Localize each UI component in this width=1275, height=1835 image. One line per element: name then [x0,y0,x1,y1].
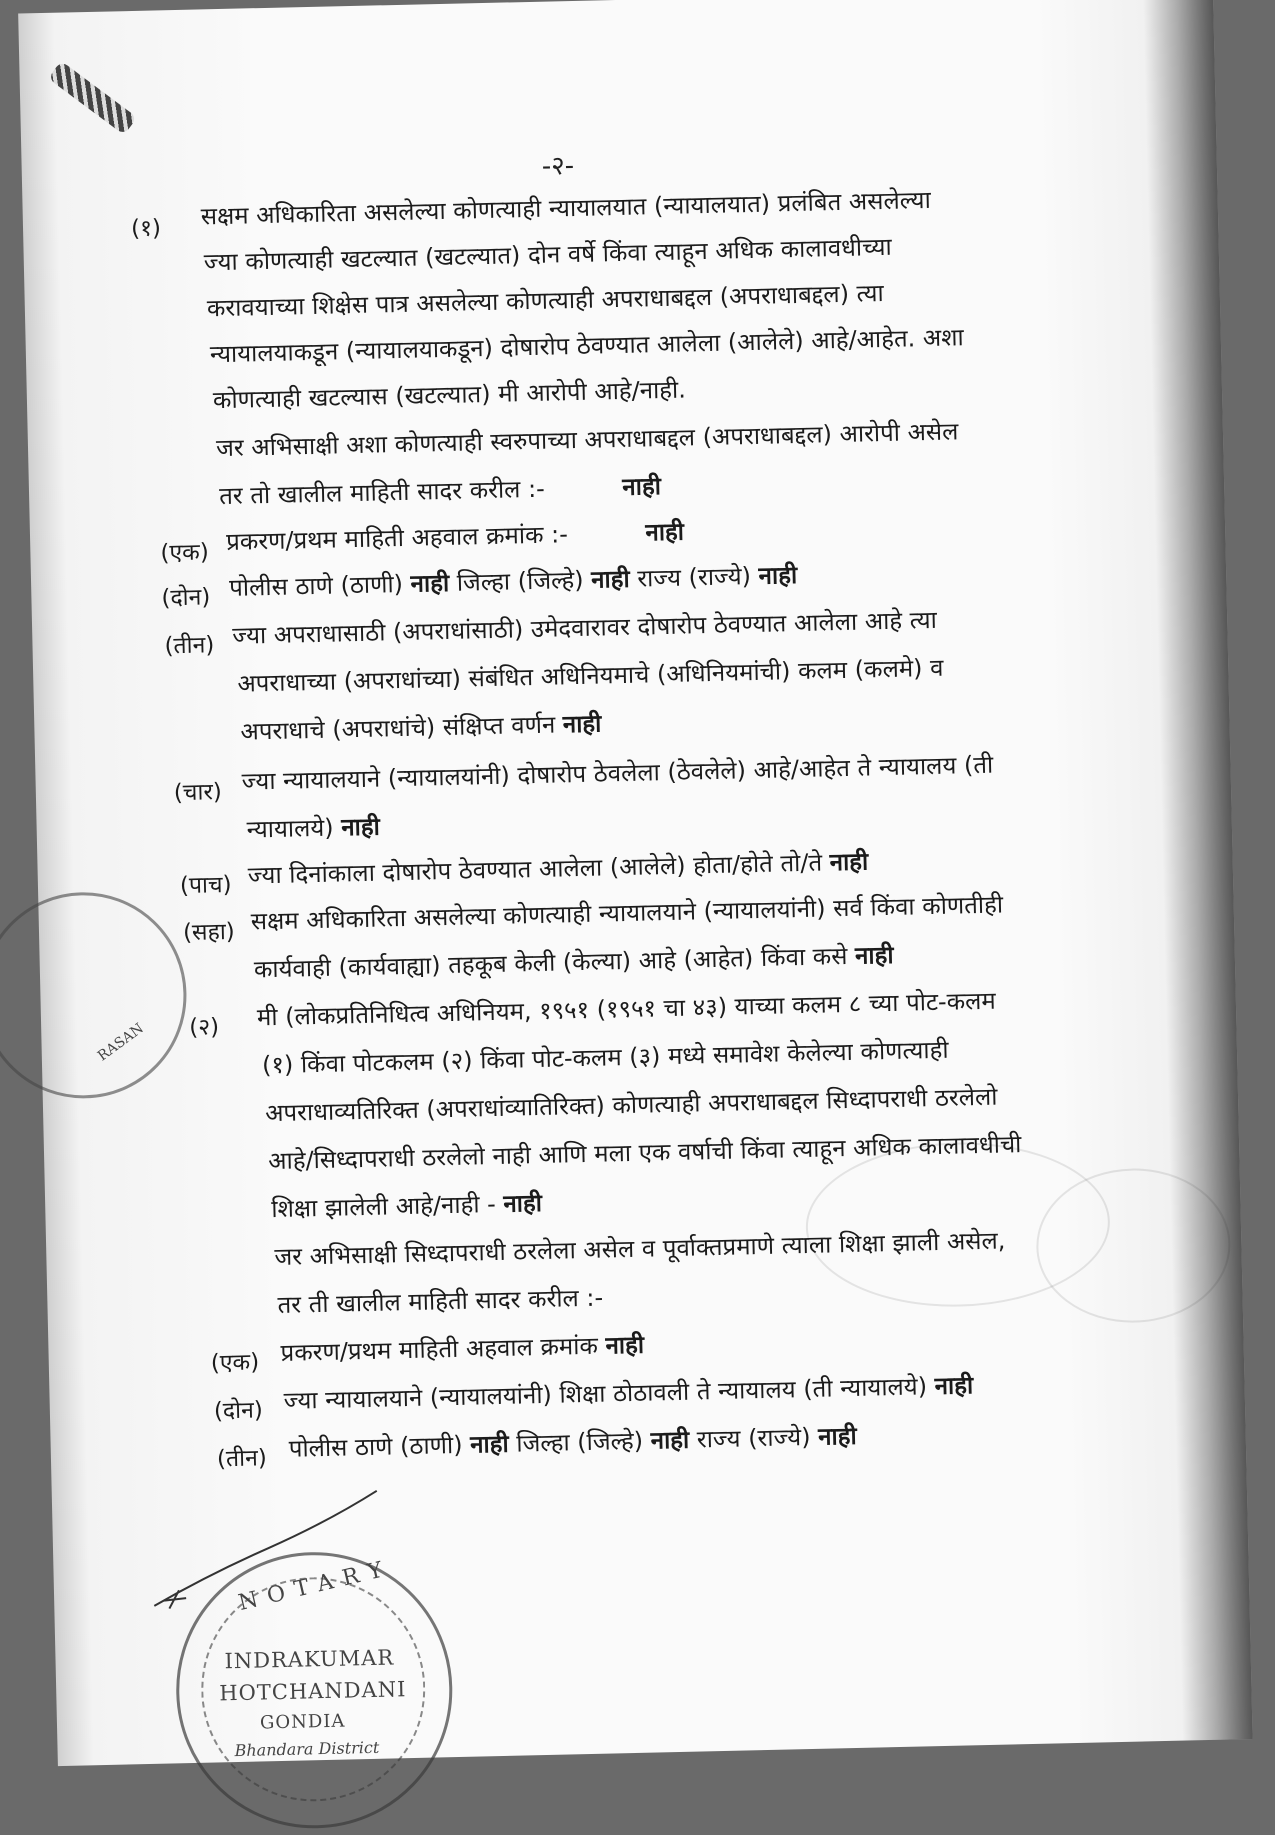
s1-char-answer: नाही [340,812,381,842]
s1-char-line-2 [246,810,380,847]
side-seal [0,890,189,1101]
s2-teen-police-answer: नाही [469,1429,509,1459]
s2-teen-row [288,1419,857,1466]
s2-teen-district: जिल्हा (जिल्हे) [515,1426,644,1458]
s1-don-police: पोलीस ठाणे (ठाणी) [228,569,404,602]
section2-label: (२) [188,1014,220,1041]
s1-char-label: (चार) [173,779,223,807]
s1-teen-line-2: अपराधाच्या (अपराधांच्या) संबंधित अधिनियमाचे (अधिनियमांची) कलम (कलमे) व [237,653,944,698]
section1-intro: जर अभिसाक्षी अशा कोणत्याही स्वरुपाच्या अपराधाबद्दल (अपराधाबद्दल) आरोपी असेल [215,417,959,463]
s1-saha-line-2 [254,938,894,987]
s1-ek-answer: नाही [645,517,685,547]
s1-saha-label: (सहा) [182,918,236,947]
s1-teen-line-1: ज्या अपराधासाठी (अपराधांसाठी) उमेदवारावर दोषारोप ठेवण्यात आलेला आहे त्या [232,605,938,650]
s1-ek-label: (एक) [160,539,210,567]
section2-line-3: अपराधाव्यतिरिक्त (अपराधांव्यातिरिक्त) कोणत्याही अपराधाबद्दल सिध्दापराधी ठरलेलो [264,1082,998,1128]
s1-pach-row [247,844,868,892]
s1-teen-answer: नाही [562,709,602,739]
page-edge-shadow [1143,0,1253,1741]
section1-line-3: करावयाच्या शिक्षेस पात्र असलेल्या कोणत्याही अपराधाबद्दल (अपराधाबद्दल) त्या [206,278,885,323]
s2-ek-text: प्रकरण/प्रथम माहिती अहवाल क्रमांक [280,1331,599,1367]
s2-don-text: ज्या न्यायालयाने (न्यायालयांनी) शिक्षा ठोठावली ते न्यायालय (ती न्यायालये) [283,1372,928,1415]
notary-name-1: INDRAKUMAR [224,1645,395,1674]
section1-intro2-answer: नाही [622,472,662,501]
notary-name-2: HOTCHANDANI [219,1677,407,1706]
s1-don-district: जिल्हा (जिल्हे) [456,565,584,597]
section1-line-2: ज्या कोणत्याही खटल्यात (खटल्यात) दोन वर्षे किंवा त्याहून अधिक कालावधीच्या [203,232,893,277]
section1-label: (१) [130,215,162,243]
section2-intro: जर अभिसाक्षी सिध्दापराधी ठरलेला असेल व पूर्वाक्तप्रमाणे त्याला शिक्षा झाली असेल, [274,1226,1006,1272]
s2-teen-state: राज्य (राज्ये) [696,1422,811,1454]
s1-pach-text: ज्या दिनांकाला दोषारोप ठेवण्यात आलेला (आलेले) होता/होते तो/ते [247,848,823,890]
s2-ek-label: (एक) [210,1349,260,1377]
section1-intro2 [219,469,661,513]
s2-ek-answer: नाही [605,1330,645,1360]
s1-pach-label: (पाच) [179,871,232,900]
section2-line-4: आहे/सिध्दापराधी ठरलेलो नाही आणि मला एक वर्षाची किंवा त्याहून अधिक कालावधीची [267,1130,1022,1176]
s2-teen-label: (तीन) [216,1445,268,1473]
s2-teen-state-answer: नाही [817,1421,857,1451]
side-seal-text: RASAN [94,1020,147,1065]
s1-don-district-answer: नाही [590,564,630,594]
s1-saha-answer: नाही [854,940,894,970]
s2-don-label: (दोन) [213,1397,264,1425]
s1-char-line-2-text: न्यायालये) [246,813,334,844]
s2-don-row [283,1368,973,1418]
notary-arc-text: NOTARY [236,1555,395,1616]
s1-don-state-answer: नाही [758,561,798,590]
s1-teen-label: (तीन) [164,632,215,660]
notary-district: Bhandara District [234,1737,380,1761]
notary-city: GONDIA [259,1710,346,1734]
s1-don-police-answer: नाही [410,568,450,598]
section2-line-5 [271,1186,542,1226]
s1-char-line-1: ज्या न्यायालयाने (न्यायालयांनी) दोषारोप ठेवलेला (ठेवलेले) आहे/आहेत ते न्यायालय (ती [241,750,994,796]
s1-ek-row [226,515,685,559]
section1-line-4: न्यायालयाकडून (न्यायालयाकडून) दोषारोप ठेवण्यात आलेला (आलेले) आहे/आहेत. अशा [209,323,965,369]
s2-ek-row [280,1328,644,1370]
s1-teen-line-3-text: अपराधाचे (अपराधांचे) संक्षिप्त वर्णन [240,710,556,746]
section2-answer: नाही [503,1188,543,1218]
s2-don-answer: नाही [934,1371,974,1401]
section2-line-1: मी (लोकप्रतिनिधित्व अधिनियम, १९५१ (१९५१ चा ४३) याच्या कलम ८ च्या पोट-कलम [256,986,997,1032]
page-number: -२- [541,150,575,182]
s1-pach-answer: नाही [829,847,869,877]
s1-don-row [229,558,798,605]
binding-cord [48,61,137,135]
section1-line-1: सक्षम अधिकारिता असलेल्या कोणत्याही न्यायालयात (न्यायालयात) प्रलंबित असलेल्या [200,185,932,231]
s1-don-state: राज्य (राज्ये) [636,562,752,593]
section1-line-5: कोणत्याही खटल्यास (खटल्यात) मी आरोपी आहे/नाही. [212,375,687,415]
section2-line-2: (१) किंवा पोटकलम (२) किंवा पोट-कलम (३) मध्ये समावेश केलेल्या कोणत्याही [261,1035,949,1080]
section2-intro2: तर ती खालील माहिती सादर करील :- [277,1283,604,1320]
s2-teen-police: पोलीस ठाणे (ठाणी) [288,1430,463,1463]
section2-line-5-text: शिक्षा झालेली आहे/नाही - [271,1190,497,1224]
section1-intro2-text: तर तो खालील माहिती सादर करील :- [218,474,546,511]
s1-ek-text: प्रकरण/प्रथम माहिती अहवाल क्रमांक :- [225,520,569,556]
s1-saha-line-2-text: कार्यवाही (कार्यवाह्या) तहकूब केली (केल्या) आहे (आहेत) किंवा कसे [253,941,848,984]
document-page [18,0,1252,1766]
s1-don-label: (दोन) [161,584,211,612]
s1-teen-line-3 [240,707,602,749]
s2-teen-district-answer: नाही [650,1425,690,1455]
s1-saha-line-1: सक्षम अधिकारिता असलेल्या कोणत्याही न्यायालयाने (न्यायालयांनी) सर्व किंवा कोणतीही [250,890,1004,936]
